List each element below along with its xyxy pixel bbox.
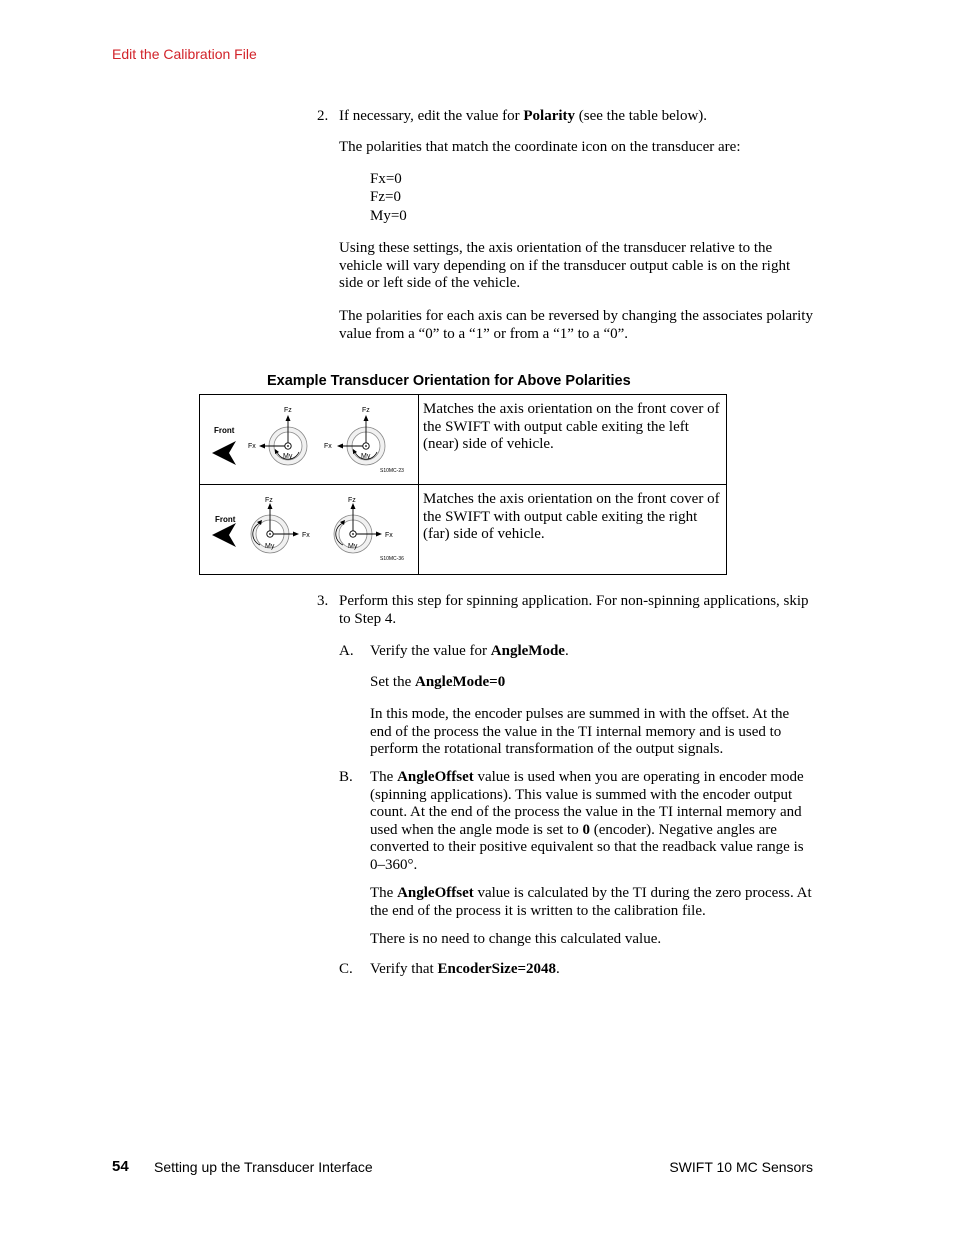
fz-label: Fz	[265, 497, 273, 504]
polarity-match-text: The polarities that match the coordinate icon on the transducer are:	[339, 139, 741, 155]
front-label: Front	[215, 515, 236, 524]
step-3-number: 3.	[317, 593, 329, 609]
polarity-my: My=0	[370, 208, 407, 224]
step-3-intro: Perform this step for spinning application. For non-spinning applications, skip to Step 4.	[339, 593, 809, 627]
orientation-table	[199, 394, 727, 575]
substep-b-letter: B.	[339, 769, 353, 785]
reverse-polarity-paragraph: The polarities for each axis can be reversed by changing the associates polarity value from a “0” to a “1” or from a “1” to a “0”.	[339, 308, 813, 342]
footer-chapter: Setting up the Transducer Interface	[154, 1159, 373, 1175]
fx-label: Fx	[385, 532, 393, 539]
anglemode-description: In this mode, the encoder pulses are summed in with the offset. At the end of the process the value in the TI internal memory and is used to perform the rotational transformation of the output signals.	[370, 706, 790, 757]
fx-label: Fx	[324, 443, 332, 450]
fx-label: Fx	[302, 532, 310, 539]
polarity-fz: Fz=0	[370, 189, 401, 205]
step-2-intro: If necessary, edit the value for Polarity (see the table below).	[339, 108, 708, 124]
fz-label: Fz	[362, 407, 370, 414]
orientation-figure-left	[200, 395, 419, 485]
substep-a-letter: A.	[339, 643, 354, 659]
section-header: Edit the Calibration File	[112, 46, 257, 62]
my-label: My	[348, 543, 358, 550]
sensor-icon	[251, 503, 299, 553]
fz-label: Fz	[348, 497, 356, 504]
no-change-note: There is no need to change this calculated value.	[370, 931, 662, 947]
encodersize-verify: Verify that EncoderSize=2048.	[370, 961, 560, 977]
table-row	[200, 395, 727, 485]
my-label: My	[265, 543, 275, 550]
orientation-figure-right	[200, 485, 419, 575]
my-label: My	[283, 453, 293, 460]
substep-a-text: Verify the value for AngleMode.	[370, 643, 569, 659]
figure-code: S10MC-23	[380, 468, 404, 474]
footer-product: SWIFT 10 MC Sensors	[669, 1159, 813, 1175]
figure-code: S10MC-36	[380, 556, 404, 562]
orientation-paragraph: Using these settings, the axis orientation of the transducer relative to the vehicle will vary depending on if the transducer output cable is on the right side or left side of the vehicle.	[339, 240, 791, 291]
sensor-icon	[334, 503, 382, 553]
my-label: My	[361, 453, 371, 460]
polarity-fx: Fx=0	[370, 171, 402, 187]
page-number: 54	[112, 1158, 129, 1175]
transducer-diagram-left	[200, 395, 418, 484]
table-title: Example Transducer Orientation for Above Polarities	[267, 373, 631, 389]
step-2-number: 2.	[317, 108, 329, 124]
table-row	[200, 485, 727, 575]
orientation-description: Matches the axis orientation on the front cover of the SWIFT with output cable exiting the left (near) side of vehicle.	[419, 395, 727, 485]
anglemode-setting: Set the AngleMode=0	[370, 674, 506, 690]
fx-label: Fx	[248, 443, 256, 450]
fz-label: Fz	[284, 407, 292, 414]
transducer-diagram-right	[200, 485, 418, 574]
front-arrow-icon	[212, 523, 236, 547]
substep-c-letter: C.	[339, 961, 353, 977]
angleoffset-calculation: The AngleOffset value is calculated by the TI during the zero process. At the end of the process it is written to the calibration file.	[370, 885, 812, 919]
angleoffset-description: The AngleOffset value is used when you are operating in encoder mode (spinning applications). This value is summed with the encoder output count. At the end of the process the value in the TI internal memory and used when the angle mode is set to 0 (encoder). Negative angles are converted to their positive equivalent so that the readback value range is 0–360°.	[370, 769, 804, 873]
front-label: Front	[214, 426, 235, 435]
orientation-description: Matches the axis orientation on the front cover of the SWIFT with output cable exiting the right (far) side of vehicle.	[419, 485, 727, 575]
front-arrow-icon	[212, 441, 236, 465]
